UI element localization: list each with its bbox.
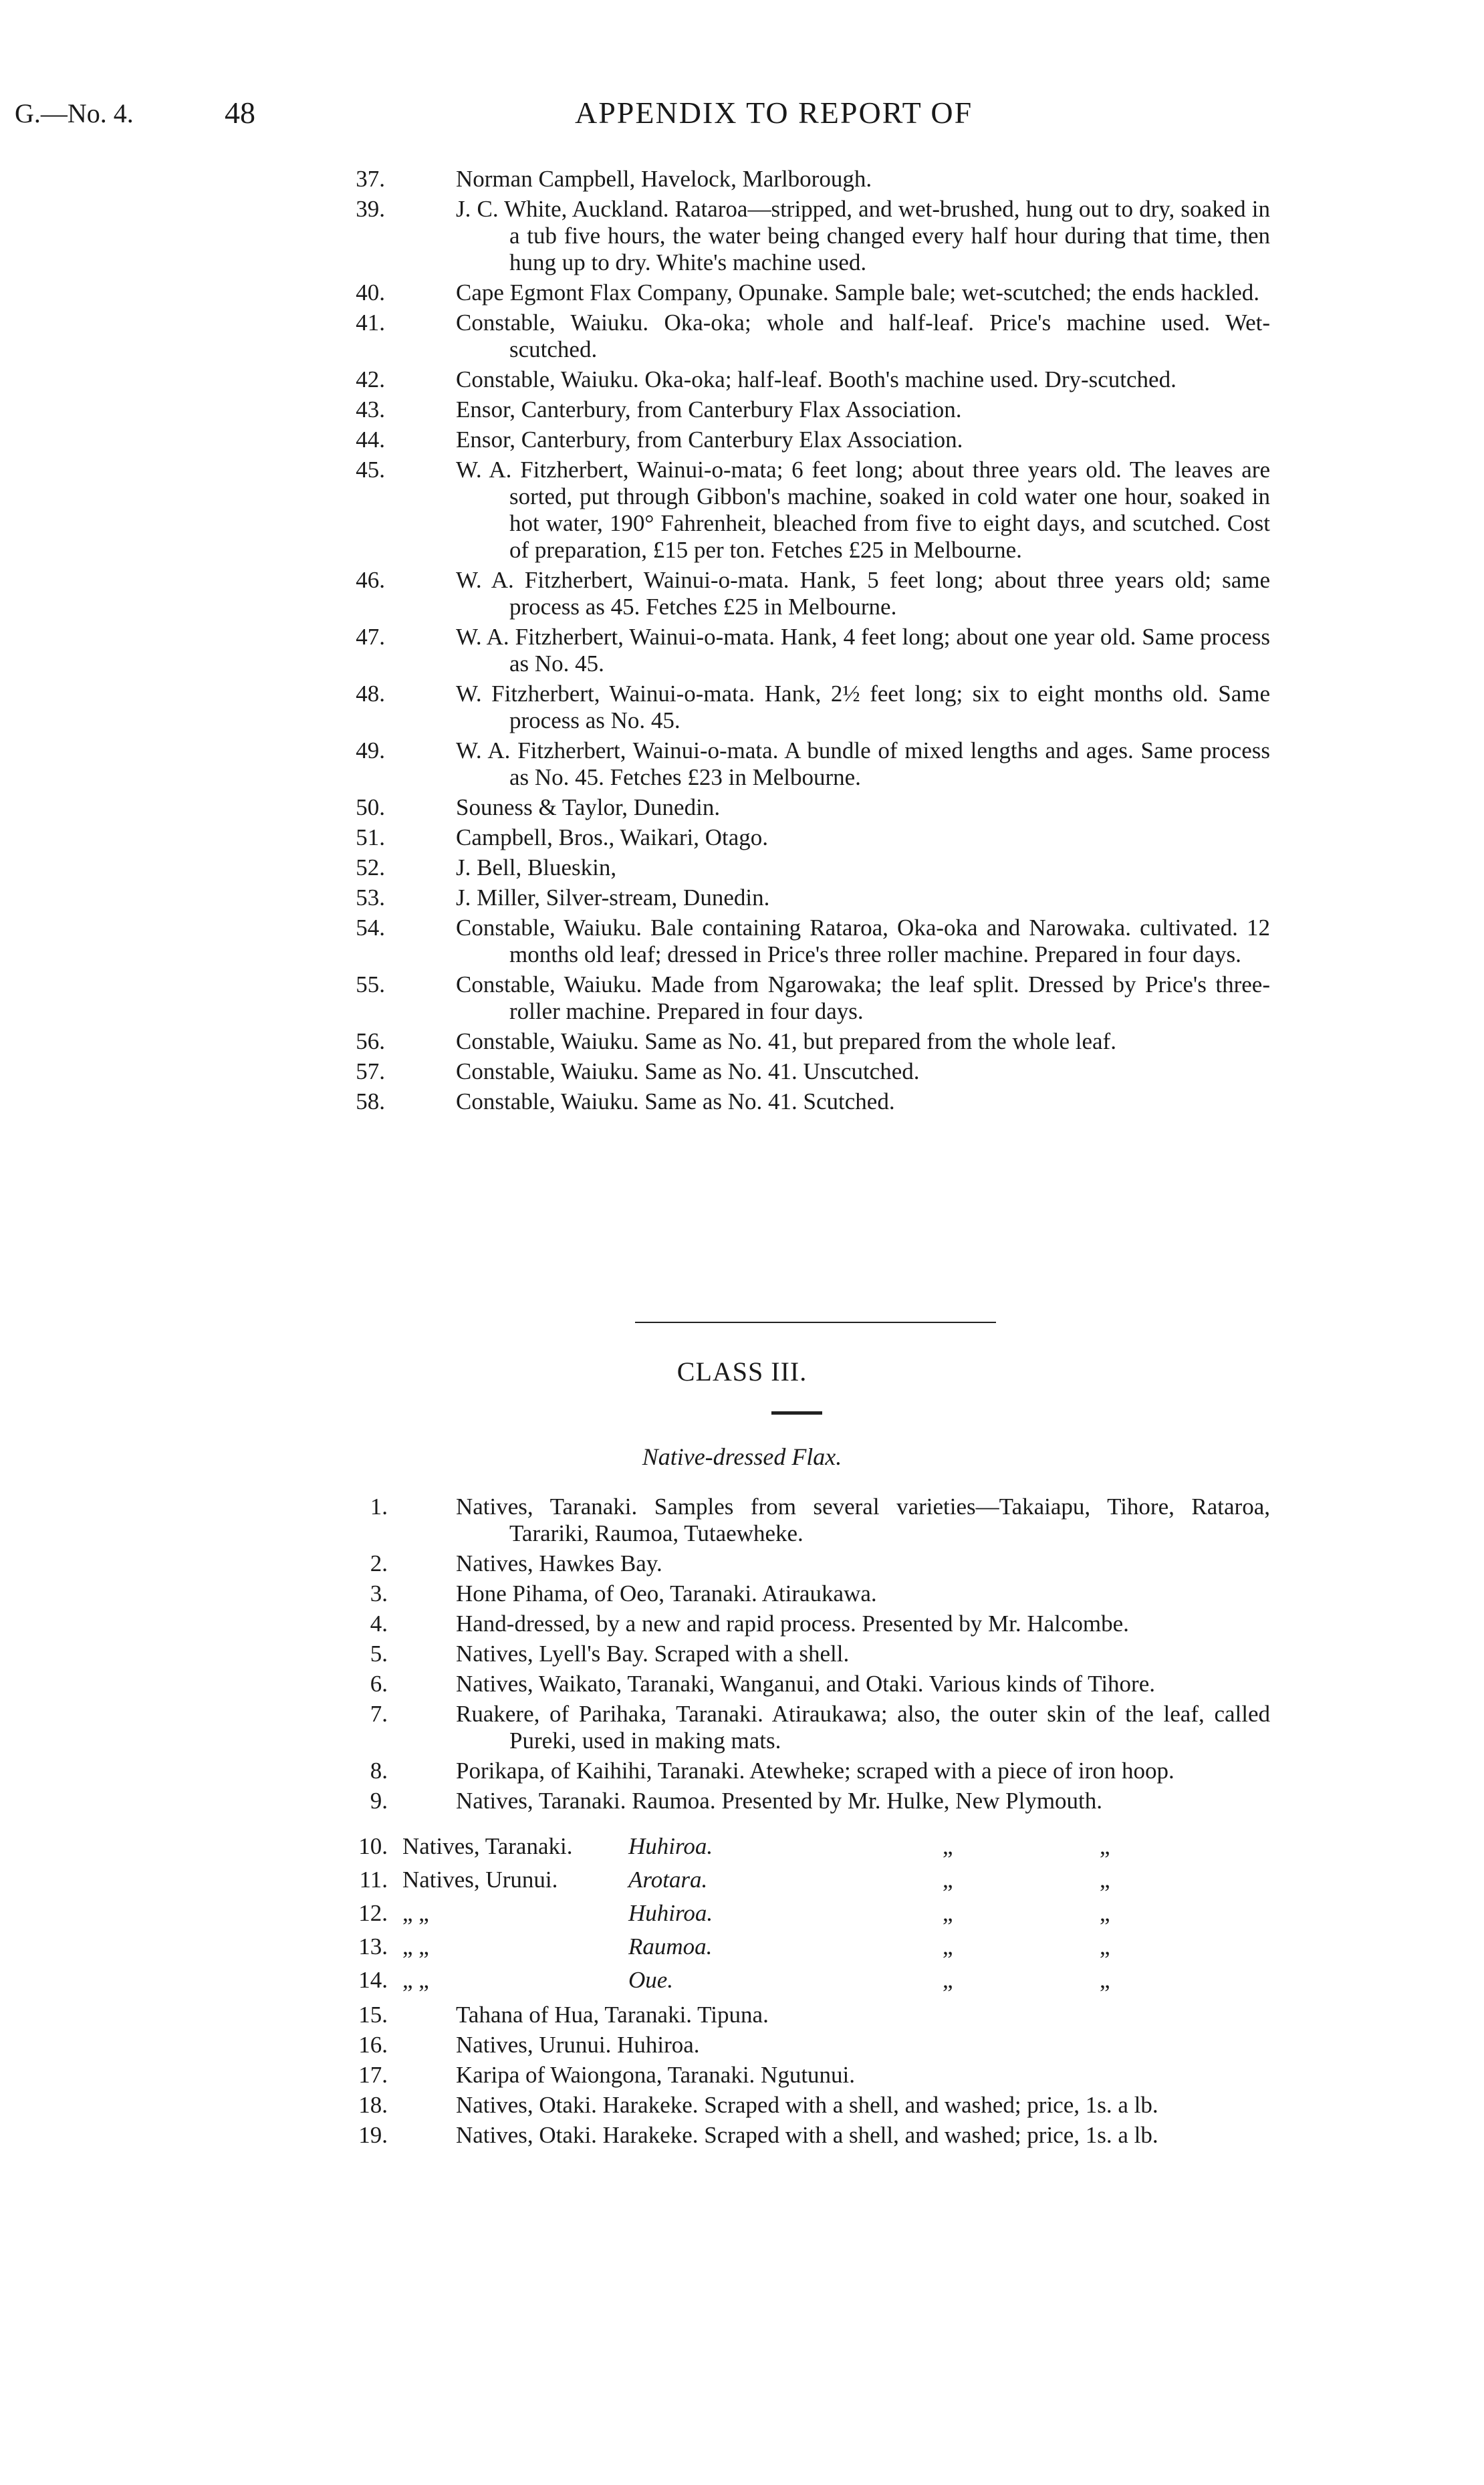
item-text: Souness & Taylor, Dunedin. — [456, 794, 721, 820]
running-title: APPENDIX TO REPORT OF — [575, 96, 973, 130]
item-number: 11. — [359, 1867, 388, 1893]
item-number: 17. — [358, 2062, 388, 2088]
page-number: 48 — [225, 96, 255, 130]
item-number: 46. — [356, 567, 385, 593]
ditto-mark: „ — [943, 1933, 953, 1960]
item-source: „ „ — [402, 1900, 429, 1926]
item-number: 4. — [370, 1611, 388, 1637]
item-source: „ „ — [402, 1967, 429, 1993]
list-item — [348, 1088, 1270, 1115]
item-number: 51. — [356, 824, 385, 850]
exhibit-list-flax-samples — [348, 166, 1270, 1118]
item-number: 13. — [358, 1933, 388, 1960]
ditto-mark: „ — [943, 1833, 953, 1859]
item-number: 53. — [356, 884, 385, 911]
item-number: 45. — [356, 457, 385, 483]
list-item — [348, 854, 1270, 881]
exhibit-list-native-flax-continued — [348, 2002, 1270, 2152]
list-item — [348, 1641, 1270, 1667]
exhibit-list-native-flax — [348, 1494, 1270, 1818]
item-number: 37. — [356, 166, 385, 192]
item-text: W. A. Fitzherbert, Wainui-o-mata. Hank, 5 feet long; about three years old; same process as 45. Fetches £25 in Melbourne. — [456, 567, 1270, 620]
item-number: 58. — [356, 1088, 385, 1114]
item-number: 16. — [358, 2032, 388, 2058]
class-subheading: Native-dressed Flax. — [642, 1443, 842, 1470]
item-text: Hone Pihama, of Oeo, Taranaki. Atiraukawa. — [456, 1580, 877, 1607]
item-variety: Oue. — [628, 1967, 674, 1993]
item-text: Tahana of Hua, Taranaki. Tipuna. — [456, 2002, 769, 2028]
ditto-mark: „ — [1100, 1833, 1110, 1859]
item-text: Norman Campbell, Havelock, Marlborough. — [456, 166, 872, 192]
item-text: J. Bell, Blueskin, — [456, 854, 617, 880]
item-text: Natives, Otaki. Harakeke. Scraped with a shell, and washed; price, 1s. a lb. — [456, 2122, 1158, 2148]
item-number: 19. — [358, 2122, 388, 2148]
item-number: 39. — [356, 196, 385, 222]
item-text: Constable, Waiuku. Oka-oka; half-leaf. Booth's machine used. Dry-scutched. — [456, 366, 1177, 392]
item-source: Natives, Urunui. — [402, 1867, 558, 1893]
ditto-mark: „ — [1100, 1933, 1110, 1960]
item-variety: Huhiroa. — [628, 1900, 713, 1926]
item-text: Constable, Waiuku. Same as No. 41, but prepared from the whole leaf. — [456, 1028, 1116, 1054]
item-text: Ensor, Canterbury, from Canterbury Elax Association. — [456, 427, 963, 453]
ditto-table — [348, 1833, 1270, 2000]
item-number: 18. — [358, 2092, 388, 2118]
list-item — [348, 196, 1270, 276]
item-number: 43. — [356, 396, 385, 423]
list-item — [348, 824, 1270, 851]
item-text: Natives, Hawkes Bay. — [456, 1550, 662, 1576]
ditto-mark: „ — [943, 1967, 953, 1993]
item-variety: Arotara. — [628, 1867, 708, 1893]
item-source: „ „ — [402, 1933, 429, 1960]
list-item — [348, 681, 1270, 734]
item-number: 41. — [356, 310, 385, 336]
item-number: 49. — [356, 737, 385, 763]
item-text: Natives, Lyell's Bay. Scraped with a shell. — [456, 1641, 850, 1667]
ditto-mark: „ — [1100, 1867, 1110, 1893]
list-item — [348, 366, 1270, 393]
list-item — [348, 1058, 1270, 1085]
item-number: 15. — [358, 2002, 388, 2028]
item-text: Constable, Waiuku. Same as No. 41. Scutched. — [456, 1088, 895, 1114]
item-number: 44. — [356, 427, 385, 453]
list-item — [348, 166, 1270, 193]
item-text: Constable, Waiuku. Made from Ngarowaka; the leaf split. Dressed by Price's three-roller machine. Prepared in four days. — [456, 971, 1270, 1024]
list-item — [348, 1788, 1270, 1814]
list-item — [348, 1028, 1270, 1055]
item-text: Ensor, Canterbury, from Canterbury Flax Association. — [456, 396, 962, 423]
item-text: W. A. Fitzherbert, Wainui-o-mata; 6 feet long; about three years old. The leaves are sorted, put through Gibbon's machine, soaked in cold water one hour, soaked in hot water, 190° Fahrenheit, bleached from five to eight days, and scutched. Cost of preparation, £15 per ton. Fetches £25 in Melbourne. — [456, 457, 1270, 563]
ditto-mark: „ — [1100, 1900, 1110, 1926]
list-item — [348, 1671, 1270, 1697]
list-item — [348, 1550, 1270, 1577]
item-text: Natives, Taranaki. Samples from several varieties—Takaiapu, Tihore, Rataroa, Tarariki, Raumoa, Tutaewheke. — [456, 1494, 1270, 1546]
class-heading: CLASS III. — [676, 1356, 808, 1387]
table-row — [348, 1933, 1270, 1963]
item-number: 6. — [370, 1671, 388, 1697]
item-number: 47. — [356, 624, 385, 650]
item-text: Natives, Waikato, Taranaki, Wanganui, and Otaki. Various kinds of Tihore. — [456, 1671, 1155, 1697]
list-item — [348, 2002, 1270, 2028]
list-item — [348, 2032, 1270, 2058]
item-number: 56. — [356, 1028, 385, 1054]
list-item — [348, 1494, 1270, 1547]
ditto-mark: „ — [943, 1900, 953, 1926]
list-item — [348, 794, 1270, 821]
item-number: 3. — [370, 1580, 388, 1607]
item-text: Hand-dressed, by a new and rapid process. Presented by Mr. Halcombe. — [456, 1611, 1129, 1637]
item-number: 55. — [356, 971, 385, 997]
list-item — [348, 1611, 1270, 1637]
item-number: 40. — [356, 279, 385, 306]
item-text: Karipa of Waiongona, Taranaki. Ngutunui. — [456, 2062, 856, 2088]
item-number: 5. — [370, 1641, 388, 1667]
list-item — [348, 310, 1270, 363]
document-code: G.—No. 4. — [15, 98, 134, 128]
item-text: Natives, Otaki. Harakeke. Scraped with a shell, and washed; price, 1s. a lb. — [456, 2092, 1158, 2118]
table-row — [348, 1833, 1270, 1863]
list-item — [348, 971, 1270, 1025]
item-number: 12. — [358, 1900, 388, 1926]
item-number: 50. — [356, 794, 385, 820]
item-number: 57. — [356, 1058, 385, 1084]
item-variety: Huhiroa. — [628, 1833, 713, 1859]
list-item — [348, 915, 1270, 968]
item-number: 52. — [356, 854, 385, 880]
item-text: Constable, Waiuku. Oka-oka; whole and half-leaf. Price's machine used. Wet-scutched. — [456, 310, 1270, 362]
item-text: Ruakere, of Parihaka, Taranaki. Atiraukawa; also, the outer skin of the leaf, called Pureki, used in making mats. — [456, 1701, 1270, 1754]
item-number: 48. — [356, 681, 385, 707]
item-text: Constable, Waiuku. Same as No. 41. Unscutched. — [456, 1058, 920, 1084]
item-text: Porikapa, of Kaihihi, Taranaki. Atewheke; scraped with a piece of iron hoop. — [456, 1758, 1174, 1784]
item-number: 8. — [370, 1758, 388, 1784]
section-divider — [635, 1322, 996, 1323]
item-text: Constable, Waiuku. Bale containing Rataroa, Oka-oka and Narowaka. cultivated. 12 months old leaf; dressed in Price's three roller machine. Prepared in four days. — [456, 915, 1270, 967]
table-row — [348, 1900, 1270, 1929]
ditto-mark: „ — [1100, 1967, 1110, 1993]
item-number: 2. — [370, 1550, 388, 1576]
item-source: Natives, Taranaki. — [402, 1833, 573, 1859]
page-header — [0, 95, 1484, 135]
ditto-mark: „ — [943, 1867, 953, 1893]
list-item — [348, 396, 1270, 423]
item-number: 7. — [370, 1701, 388, 1727]
item-text: J. Miller, Silver-stream, Dunedin. — [456, 884, 770, 911]
table-row — [348, 1867, 1270, 1896]
item-text: W. Fitzherbert, Wainui-o-mata. Hank, 2½ feet long; six to eight months old. Same process as No. 45. — [456, 681, 1270, 733]
item-number: 1. — [370, 1494, 388, 1520]
item-text: W. A. Fitzherbert, Wainui-o-mata. Hank, 4 feet long; about one year old. Same process as No. 45. — [456, 624, 1270, 677]
item-text: Campbell, Bros., Waikari, Otago. — [456, 824, 769, 850]
item-number: 14. — [358, 1967, 388, 1993]
list-item — [348, 2122, 1270, 2149]
list-item — [348, 2062, 1270, 2089]
list-item — [348, 279, 1270, 306]
item-number: 9. — [370, 1788, 388, 1814]
item-number: 42. — [356, 366, 385, 392]
list-item — [348, 2092, 1270, 2119]
list-item — [348, 1701, 1270, 1754]
list-item — [348, 624, 1270, 677]
list-item — [348, 457, 1270, 564]
item-text: Natives, Urunui. Huhiroa. — [456, 2032, 700, 2058]
table-row — [348, 1967, 1270, 1996]
item-text: J. C. White, Auckland. Rataroa—stripped, and wet-brushed, hung out to dry, soaked in a tub five hours, the water being changed every half hour during that time, then hung up to dry. White's machine used. — [456, 196, 1270, 275]
item-number: 54. — [356, 915, 385, 941]
list-item — [348, 427, 1270, 453]
item-text: Cape Egmont Flax Company, Opunake. Sample bale; wet-scutched; the ends hackled. — [456, 279, 1259, 306]
list-item — [348, 1580, 1270, 1607]
list-item — [348, 737, 1270, 791]
item-text: W. A. Fitzherbert, Wainui-o-mata. A bundle of mixed lengths and ages. Same process as No. 45. Fetches £23 in Melbourne. — [456, 737, 1270, 790]
item-variety: Raumoa. — [628, 1933, 713, 1960]
list-item — [348, 567, 1270, 620]
item-text: Natives, Taranaki. Raumoa. Presented by Mr. Hulke, New Plymouth. — [456, 1788, 1103, 1814]
list-item — [348, 884, 1270, 911]
item-number: 10. — [358, 1833, 388, 1859]
heading-rule — [771, 1411, 822, 1415]
list-item — [348, 1758, 1270, 1784]
